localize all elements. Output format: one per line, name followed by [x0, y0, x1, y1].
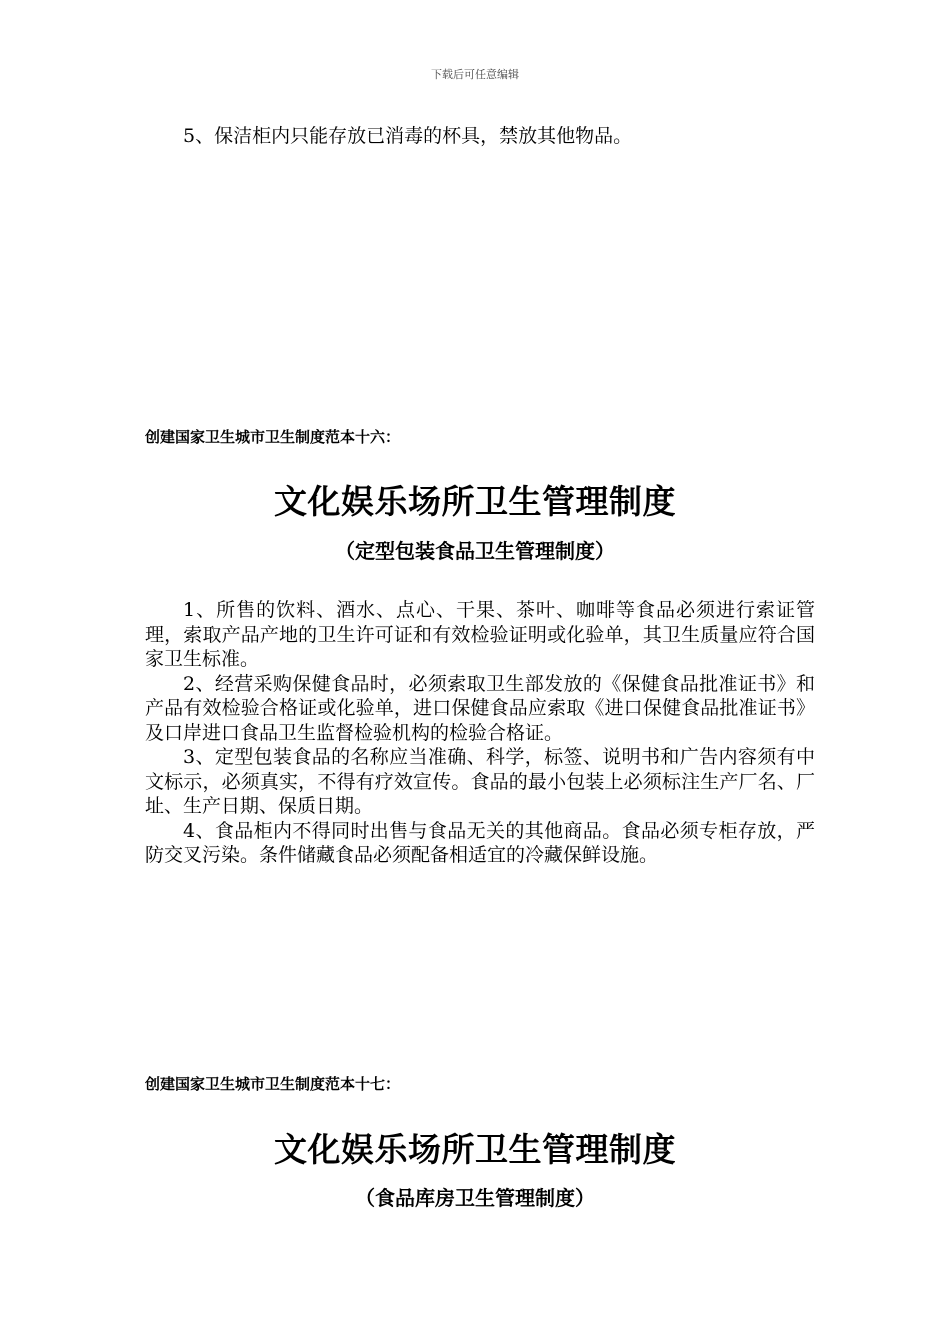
section-heading-16: 创建国家卫生城市卫生制度范本十六：	[145, 428, 401, 446]
rule-item-1: 1、所售的饮料、酒水、点心、干果、茶叶、咖啡等食品必须进行索证管理，索取产品产地的卫生许可证和有效检验证明或化验单，其卫生质量应符合国家卫生标准。	[145, 599, 815, 670]
rule-item-2: 2、经营采购保健食品时，必须索取卫生部发放的《保健食品批准证书》和产品有效检验合格证或化验单，进口保健食品应索取《进口保健食品批准证书》及口岸进口食品卫生监督检验机构的检验合格证。	[145, 672, 815, 744]
rules-list-16	[145, 598, 815, 868]
rule-item-4: 4、食品柜内不得同时出售与食品无关的其他商品。食品必须专柜存放，严防交叉污染。条件储藏食品必须配备相适宜的冷藏保鲜设施。	[145, 819, 815, 866]
header-note: 下载后可任意编辑	[431, 68, 519, 81]
paragraph-item-5: 5、保洁柜内只能存放已消毒的杯具，禁放其他物品。	[183, 125, 633, 147]
document-title-17: 文化娱乐场所卫生管理制度	[274, 1130, 676, 1169]
document-title-16: 文化娱乐场所卫生管理制度	[274, 482, 676, 521]
document-subtitle-17: （食品库房卫生管理制度）	[355, 1186, 595, 1210]
document-subtitle-16: （定型包装食品卫生管理制度）	[335, 539, 615, 563]
section-heading-17: 创建国家卫生城市卫生制度范本十七：	[145, 1075, 401, 1093]
rule-item-3: 3、定型包装食品的名称应当准确、科学，标签、说明书和广告内容须有中文标示，必须真实，不得有疗效宣传。食品的最小包装上必须标注生产厂名、厂址、生产日期、保质日期。	[145, 746, 815, 817]
